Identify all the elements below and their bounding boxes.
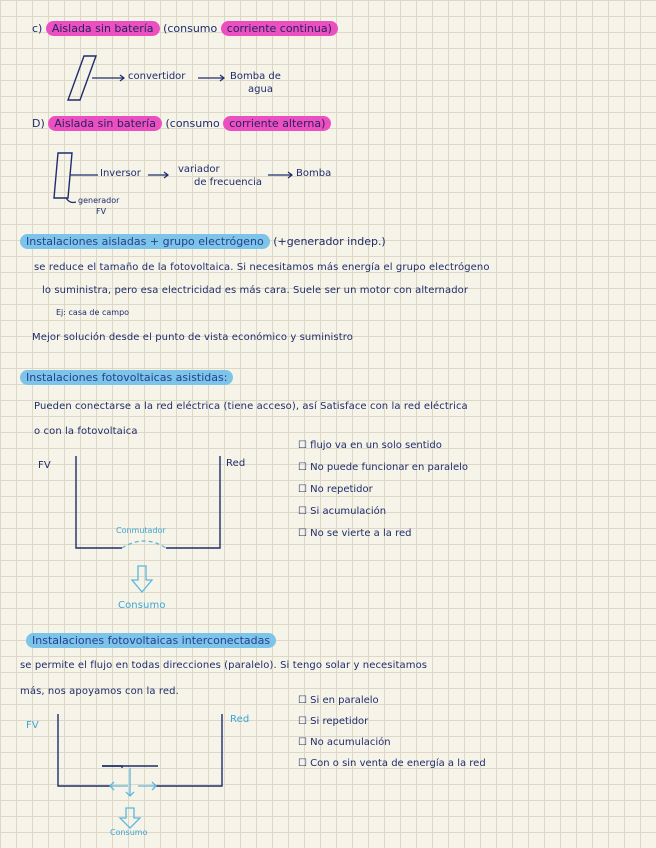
grupo-line-2: lo suministra, pero esa electricidad es más cara. Suele ser un motor con alternador: [42, 285, 469, 296]
section-c-paren: (consumo: [163, 22, 218, 35]
grupo-title: Instalaciones aisladas + grupo electrógeno: [20, 234, 270, 249]
asistidas-red-label: Red: [226, 458, 246, 469]
grupo-example: Ej: casa de campo: [56, 308, 130, 317]
arrow-c1: [92, 75, 124, 81]
pump-label-c2: agua: [248, 84, 273, 95]
asistidas-consumo-label: Consumo: [118, 600, 166, 611]
asistidas-checklist: [298, 440, 468, 550]
generator-label-fv: FV: [96, 207, 107, 216]
list-item: ☐ Si repetidor: [298, 716, 369, 727]
list-item: ☐ No acumulación: [298, 737, 391, 748]
grupo-note: (+generador indep.): [273, 235, 386, 248]
asistidas-line-2: o con la fotovoltaica: [34, 426, 138, 437]
generator-label: generador: [78, 196, 120, 205]
consumo-arrow-1: [132, 566, 152, 592]
variator-label-2: de frecuencia: [194, 177, 262, 188]
grupo-line-4: Mejor solución desde el punto de vista económico y suministro: [32, 332, 353, 343]
list-item: ☐ No se vierte a la red: [298, 528, 412, 539]
section-d-label: D): [32, 117, 45, 130]
interconectadas-frame: [58, 714, 222, 786]
list-item: ☐ Si en paralelo: [298, 695, 379, 706]
asistidas-line-1: Pueden conectarse a la red eléctrica (tiene acceso), así Satisface con la red eléctrica: [34, 401, 468, 412]
section-d-consumption: corriente alterna): [223, 116, 331, 131]
solar-panel-d-shape: [54, 153, 72, 198]
interconectadas-heading: [26, 634, 276, 647]
asistidas-fv-label: FV: [38, 460, 51, 471]
conmutador-switch: [122, 541, 166, 548]
list-item: ☐ flujo va en un solo sentido: [298, 440, 442, 451]
asistidas-heading: [20, 371, 233, 384]
grupo-line-1: se reduce el tamaño de la fotovoltaica. Si necesitamos más energía el grupo electrógeno: [34, 262, 490, 273]
interconectadas-line-2: más, nos apoyamos con la red.: [20, 686, 179, 697]
section-d-paren: (consumo: [165, 117, 220, 130]
conmutador-label: Conmutador: [116, 526, 166, 535]
list-item: ☐ Con o sin venta de energía a la red: [298, 758, 486, 769]
list-item: ☐ No repetidor: [298, 484, 373, 495]
section-c-label: c): [32, 22, 43, 35]
interconectadas-fv-label: FV: [26, 720, 39, 731]
solar-panel-c-shape: [68, 56, 96, 100]
asistidas-title: Instalaciones fotovoltaicas asistidas:: [20, 370, 233, 385]
interconectadas-checklist: [298, 695, 486, 779]
pump-label-d: Bomba: [296, 168, 332, 179]
list-item: ☐ Si acumulación: [298, 506, 387, 517]
section-d-heading: [32, 117, 331, 130]
arrow-c2: [198, 75, 224, 81]
list-item: ☐ No puede funcionar en paralelo: [298, 462, 469, 473]
variator-label: variador: [178, 164, 220, 175]
interconectadas-line-1: se permite el flujo en todas direcciones (paralelo). Si tengo solar y necesitamos: [20, 660, 428, 671]
section-d-title: Aislada sin batería: [48, 116, 162, 131]
pump-label-c: Bomba de: [230, 71, 281, 82]
interconectadas-title: Instalaciones fotovoltaicas interconectadas: [26, 633, 276, 648]
convertidor-label: convertidor: [128, 71, 186, 82]
interconectadas-red-label: Red: [230, 714, 250, 725]
interconectadas-arrows: [110, 768, 156, 828]
interconectadas-consumo-label: Consumo: [110, 828, 148, 837]
inverter-label: Inversor: [100, 168, 141, 179]
section-c-consumption: corriente continua): [221, 21, 338, 36]
grupo-heading: [20, 235, 386, 248]
section-c-title: Aislada sin batería: [46, 21, 160, 36]
